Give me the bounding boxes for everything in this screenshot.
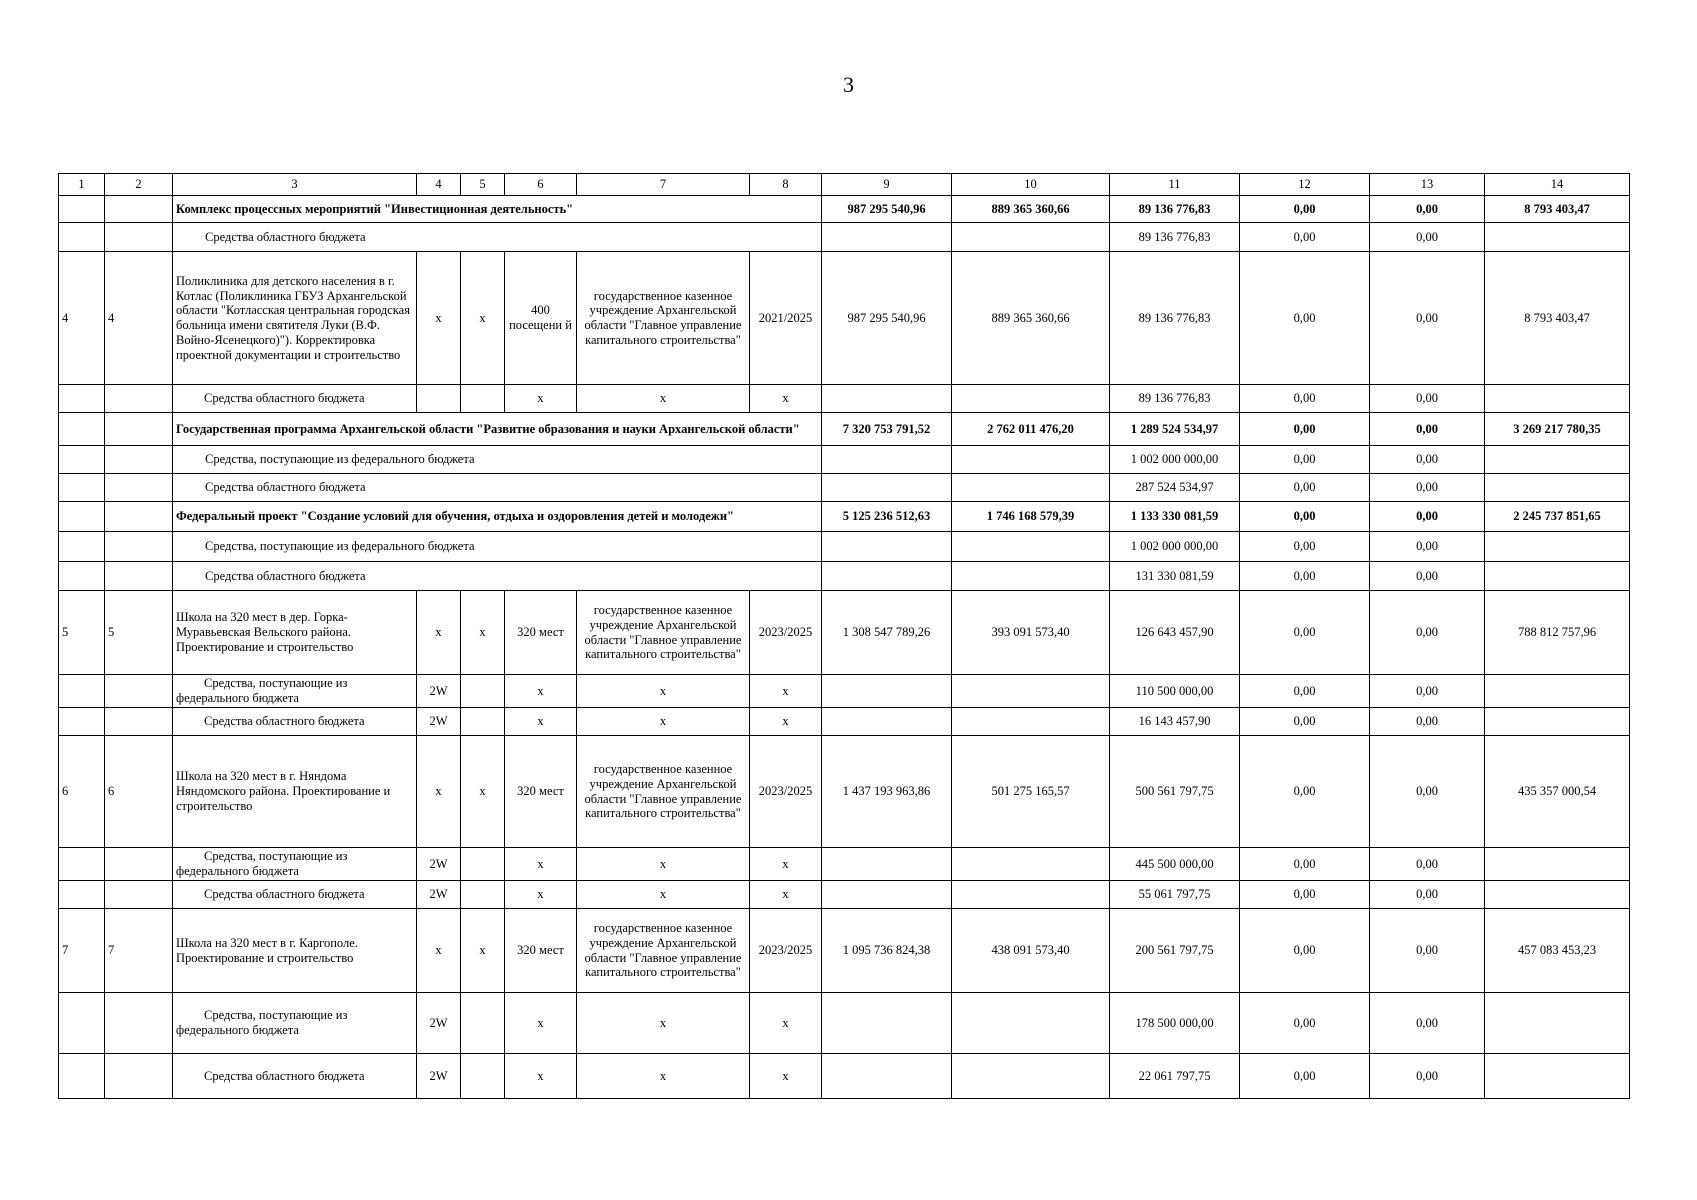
empty-cell: [59, 562, 105, 591]
amount-col-12: 0,00: [1240, 223, 1370, 252]
amount-col-12: 0,00: [1240, 196, 1370, 223]
capacity: 320 мест: [505, 736, 577, 848]
col-5-value: х: [461, 909, 505, 993]
construction-period: 2021/2025: [750, 252, 822, 385]
empty-cell: [105, 196, 173, 223]
object-name: Школа на 320 мест в г. Каргополе. Проектирование и строительство: [173, 909, 417, 993]
empty-cell: [105, 474, 173, 502]
funding-source-label: Средства, поступающие из федерального бюджета: [173, 993, 417, 1054]
amount-col-14: 435 357 000,54: [1485, 736, 1630, 848]
col-8-value: х: [750, 675, 822, 708]
funding-source-label: Средства областного бюджета: [173, 223, 822, 252]
empty-cell: [952, 223, 1110, 252]
empty-cell: [461, 675, 505, 708]
amount-col-13: 0,00: [1370, 223, 1485, 252]
object-funding-row: [59, 708, 1630, 736]
empty-cell: [822, 532, 952, 562]
object-row: [59, 909, 1630, 993]
empty-cell: [59, 385, 105, 413]
col-6-value: х: [505, 993, 577, 1054]
empty-cell: [822, 385, 952, 413]
construction-period: 2023/2025: [750, 909, 822, 993]
empty-cell: [105, 385, 173, 413]
customer-organization: государственное казенное учреждение Архангельской области "Главное управление капитального строительства": [577, 252, 750, 385]
empty-cell: [952, 675, 1110, 708]
amount-col-13: 0,00: [1370, 446, 1485, 474]
funding-source-row: [59, 446, 1630, 474]
col-7-value: х: [577, 993, 750, 1054]
empty-cell: [1485, 385, 1630, 413]
empty-cell: [1485, 675, 1630, 708]
column-number: 14: [1485, 174, 1630, 196]
customer-organization: государственное казенное учреждение Архангельской области "Главное управление капитального строительства": [577, 591, 750, 675]
amount-col-12: 0,00: [1240, 881, 1370, 909]
empty-cell: [461, 881, 505, 909]
amount-col-14: 457 083 453,23: [1485, 909, 1630, 993]
col-5-value: х: [461, 736, 505, 848]
column-number: 10: [952, 174, 1110, 196]
empty-cell: [952, 532, 1110, 562]
col-5-value: х: [461, 252, 505, 385]
col-4-value: [417, 385, 461, 413]
amount-col-11: 178 500 000,00: [1110, 993, 1240, 1054]
amount-col-13: 0,00: [1370, 993, 1485, 1054]
empty-cell: [952, 474, 1110, 502]
amount-col-14: 8 793 403,47: [1485, 252, 1630, 385]
amount-total: 1 308 547 789,26: [822, 591, 952, 675]
object-name: Школа на 320 мест в дер. Горка-Муравьевская Вельского района. Проектирование и строительство: [173, 591, 417, 675]
empty-cell: [1485, 532, 1630, 562]
amount-col-11: 89 136 776,83: [1110, 196, 1240, 223]
col-8-value: х: [750, 708, 822, 736]
empty-cell: [59, 881, 105, 909]
empty-cell: [105, 223, 173, 252]
amount-col-14: 788 812 757,96: [1485, 591, 1630, 675]
customer-organization: государственное казенное учреждение Архангельской области "Главное управление капитального строительства": [577, 736, 750, 848]
funding-source-label: Средства областного бюджета: [173, 881, 417, 909]
object-row: [59, 252, 1630, 385]
empty-cell: [822, 675, 952, 708]
amount-col-12: 0,00: [1240, 708, 1370, 736]
empty-cell: [822, 881, 952, 909]
column-number: 2: [105, 174, 173, 196]
amount-total: 5 125 236 512,63: [822, 502, 952, 532]
capacity: 320 мест: [505, 591, 577, 675]
col-6-value: х: [505, 675, 577, 708]
col-4-value: х: [417, 591, 461, 675]
amount-col-13: 0,00: [1370, 591, 1485, 675]
amount-col-12: 0,00: [1240, 413, 1370, 446]
amount-col-13: 0,00: [1370, 562, 1485, 591]
amount-col-11: 89 136 776,83: [1110, 252, 1240, 385]
col-8-value: х: [750, 881, 822, 909]
empty-cell: [952, 881, 1110, 909]
empty-cell: [952, 708, 1110, 736]
object-row: [59, 736, 1630, 848]
empty-cell: [59, 993, 105, 1054]
amount-col-12: 0,00: [1240, 675, 1370, 708]
amount-col-11: 200 561 797,75: [1110, 909, 1240, 993]
column-number: 7: [577, 174, 750, 196]
amount-col-13: 0,00: [1370, 881, 1485, 909]
amount-col-11: 445 500 000,00: [1110, 848, 1240, 881]
empty-cell: [1485, 474, 1630, 502]
amount-total: 987 295 540,96: [822, 196, 952, 223]
funding-source-label: Средства областного бюджета: [173, 474, 822, 502]
amount-col-13: 0,00: [1370, 848, 1485, 881]
column-number: 6: [505, 174, 577, 196]
empty-cell: [822, 474, 952, 502]
amount-col-12: 0,00: [1240, 1054, 1370, 1099]
amount-col-11: 126 643 457,90: [1110, 591, 1240, 675]
column-number: 11: [1110, 174, 1240, 196]
customer-organization: государственное казенное учреждение Архангельской области "Главное управление капитального строительства": [577, 909, 750, 993]
empty-cell: [59, 196, 105, 223]
col-4-value: х: [417, 252, 461, 385]
col-4-value: 2W: [417, 1054, 461, 1099]
empty-cell: [59, 675, 105, 708]
col-4-value: х: [417, 736, 461, 848]
empty-cell: [105, 446, 173, 474]
amount-col-13: 0,00: [1370, 1054, 1485, 1099]
empty-cell: [822, 1054, 952, 1099]
col-4-value: 2W: [417, 881, 461, 909]
funding-source-row: [59, 532, 1630, 562]
amount-col-13: 0,00: [1370, 736, 1485, 848]
amount-col-12: 0,00: [1240, 385, 1370, 413]
col-4-value: 2W: [417, 675, 461, 708]
empty-cell: [59, 532, 105, 562]
col-7-value: х: [577, 385, 750, 413]
amount-col-11: 1 002 000 000,00: [1110, 532, 1240, 562]
column-number: 4: [417, 174, 461, 196]
object-number: 6: [105, 736, 173, 848]
amount-col-11: 131 330 081,59: [1110, 562, 1240, 591]
amount-total: 1 437 193 963,86: [822, 736, 952, 848]
empty-cell: [1485, 1054, 1630, 1099]
row-number: 6: [59, 736, 105, 848]
amount-col-10: 889 365 360,66: [952, 252, 1110, 385]
empty-cell: [952, 993, 1110, 1054]
empty-cell: [952, 446, 1110, 474]
funding-source-label: Средства областного бюджета: [173, 562, 822, 591]
empty-cell: [59, 446, 105, 474]
empty-cell: [59, 223, 105, 252]
empty-cell: [59, 474, 105, 502]
col-7-value: х: [577, 675, 750, 708]
empty-cell: [59, 708, 105, 736]
funding-source-label: Средства областного бюджета: [173, 1054, 417, 1099]
col-6-value: х: [505, 385, 577, 413]
budget-table: [58, 173, 1630, 1099]
amount-col-13: 0,00: [1370, 532, 1485, 562]
empty-cell: [461, 993, 505, 1054]
empty-cell: [105, 413, 173, 446]
col-4-value: 2W: [417, 848, 461, 881]
construction-period: 2023/2025: [750, 591, 822, 675]
object-name: Поликлиника для детского населения в г. Котлас (Поликлиника ГБУЗ Архангельской области "Котласская центральная городская больница имени святителя Луки (В.Ф. Войно-Ясенецкого)"). Корректировка проектной документации и строительство: [173, 252, 417, 385]
funding-source-label: Средства областного бюджета: [173, 385, 417, 413]
col-7-value: х: [577, 881, 750, 909]
amount-col-14: 2 245 737 851,65: [1485, 502, 1630, 532]
empty-cell: [105, 993, 173, 1054]
row-number: 5: [59, 591, 105, 675]
empty-cell: [822, 848, 952, 881]
amount-col-13: 0,00: [1370, 708, 1485, 736]
amount-col-11: 89 136 776,83: [1110, 385, 1240, 413]
row-number: 4: [59, 252, 105, 385]
amount-col-14: 3 269 217 780,35: [1485, 413, 1630, 446]
empty-cell: [105, 675, 173, 708]
amount-col-10: 1 746 168 579,39: [952, 502, 1110, 532]
empty-cell: [59, 1054, 105, 1099]
empty-cell: [105, 848, 173, 881]
amount-total: 987 295 540,96: [822, 252, 952, 385]
amount-col-10: 393 091 573,40: [952, 591, 1110, 675]
amount-col-12: 0,00: [1240, 993, 1370, 1054]
empty-cell: [105, 1054, 173, 1099]
col-8-value: х: [750, 993, 822, 1054]
col-8-value: х: [750, 385, 822, 413]
funding-source-row: [59, 223, 1630, 252]
amount-col-13: 0,00: [1370, 196, 1485, 223]
object-row: [59, 591, 1630, 675]
column-number: 12: [1240, 174, 1370, 196]
column-number: 5: [461, 174, 505, 196]
object-funding-row: [59, 881, 1630, 909]
object-name: Школа на 320 мест в г. Няндома Няндомского района. Проектирование и строительство: [173, 736, 417, 848]
empty-cell: [1485, 708, 1630, 736]
empty-cell: [952, 385, 1110, 413]
object-funding-row: [59, 1054, 1630, 1099]
object-number: 4: [105, 252, 173, 385]
funding-source-label: Средства, поступающие из федерального бюджета: [173, 848, 417, 881]
empty-cell: [822, 708, 952, 736]
amount-col-13: 0,00: [1370, 413, 1485, 446]
amount-total: 7 320 753 791,52: [822, 413, 952, 446]
capacity: 320 мест: [505, 909, 577, 993]
column-number: 8: [750, 174, 822, 196]
amount-col-11: 1 133 330 081,59: [1110, 502, 1240, 532]
col-6-value: х: [505, 708, 577, 736]
empty-cell: [822, 223, 952, 252]
construction-period: 2023/2025: [750, 736, 822, 848]
capacity: 400 посещени й: [505, 252, 577, 385]
col-7-value: х: [577, 848, 750, 881]
amount-col-13: 0,00: [1370, 474, 1485, 502]
amount-col-12: 0,00: [1240, 252, 1370, 385]
col-4-value: 2W: [417, 993, 461, 1054]
empty-cell: [461, 1054, 505, 1099]
empty-cell: [105, 562, 173, 591]
column-number-row: [59, 174, 1630, 196]
col-6-value: х: [505, 1054, 577, 1099]
empty-cell: [822, 446, 952, 474]
amount-col-12: 0,00: [1240, 736, 1370, 848]
amount-col-11: 55 061 797,75: [1110, 881, 1240, 909]
amount-col-10: 889 365 360,66: [952, 196, 1110, 223]
column-number: 9: [822, 174, 952, 196]
amount-col-12: 0,00: [1240, 446, 1370, 474]
funding-source-row: [59, 474, 1630, 502]
col-8-value: х: [750, 1054, 822, 1099]
empty-cell: [59, 848, 105, 881]
empty-cell: [1485, 223, 1630, 252]
empty-cell: [105, 502, 173, 532]
amount-col-11: 1 002 000 000,00: [1110, 446, 1240, 474]
col-7-value: х: [577, 1054, 750, 1099]
amount-col-11: 110 500 000,00: [1110, 675, 1240, 708]
empty-cell: [1485, 446, 1630, 474]
amount-col-12: 0,00: [1240, 502, 1370, 532]
empty-cell: [105, 881, 173, 909]
amount-col-10: 438 091 573,40: [952, 909, 1110, 993]
empty-cell: [105, 532, 173, 562]
funding-source-label: Средства, поступающие из федерального бюджета: [173, 446, 822, 474]
empty-cell: [822, 993, 952, 1054]
object-funding-row: [59, 385, 1630, 413]
funding-source-row: [59, 562, 1630, 591]
col-5-value: х: [461, 591, 505, 675]
funding-source-label: Средства, поступающие из федерального бюджета: [173, 532, 822, 562]
amount-col-12: 0,00: [1240, 474, 1370, 502]
object-funding-row: [59, 993, 1630, 1054]
empty-cell: [1485, 562, 1630, 591]
section-title: Федеральный проект "Создание условий для обучения, отдыха и оздоровления детей и молодежи": [173, 502, 822, 532]
amount-total: 1 095 736 824,38: [822, 909, 952, 993]
row-number: 7: [59, 909, 105, 993]
amount-col-11: 89 136 776,83: [1110, 223, 1240, 252]
section-total-row: [59, 196, 1630, 223]
col-7-value: х: [577, 708, 750, 736]
amount-col-13: 0,00: [1370, 385, 1485, 413]
section-total-row: [59, 413, 1630, 446]
col-8-value: х: [750, 848, 822, 881]
page-number: 3: [843, 72, 854, 97]
amount-col-12: 0,00: [1240, 909, 1370, 993]
object-number: 5: [105, 591, 173, 675]
amount-col-11: 1 289 524 534,97: [1110, 413, 1240, 446]
amount-col-12: 0,00: [1240, 532, 1370, 562]
col-6-value: х: [505, 881, 577, 909]
empty-cell: [461, 708, 505, 736]
amount-col-12: 0,00: [1240, 848, 1370, 881]
amount-col-10: 2 762 011 476,20: [952, 413, 1110, 446]
column-number: 3: [173, 174, 417, 196]
col-6-value: х: [505, 848, 577, 881]
amount-col-11: 22 061 797,75: [1110, 1054, 1240, 1099]
empty-cell: [59, 413, 105, 446]
empty-cell: [105, 708, 173, 736]
amount-col-13: 0,00: [1370, 252, 1485, 385]
amount-col-11: 287 524 534,97: [1110, 474, 1240, 502]
amount-col-12: 0,00: [1240, 562, 1370, 591]
object-funding-row: [59, 675, 1630, 708]
funding-source-label: Средства областного бюджета: [173, 708, 417, 736]
empty-cell: [822, 562, 952, 591]
empty-cell: [952, 562, 1110, 591]
object-funding-row: [59, 848, 1630, 881]
empty-cell: [1485, 848, 1630, 881]
empty-cell: [952, 1054, 1110, 1099]
amount-col-11: 500 561 797,75: [1110, 736, 1240, 848]
empty-cell: [59, 502, 105, 532]
column-number: 1: [59, 174, 105, 196]
empty-cell: [1485, 881, 1630, 909]
amount-col-13: 0,00: [1370, 502, 1485, 532]
section-total-row: [59, 502, 1630, 532]
column-number: 13: [1370, 174, 1485, 196]
section-title: Комплекс процессных мероприятий "Инвестиционная деятельность": [173, 196, 822, 223]
amount-col-11: 16 143 457,90: [1110, 708, 1240, 736]
empty-cell: [1485, 993, 1630, 1054]
empty-cell: [952, 848, 1110, 881]
col-4-value: 2W: [417, 708, 461, 736]
empty-cell: [461, 385, 505, 413]
amount-col-13: 0,00: [1370, 909, 1485, 993]
section-title: Государственная программа Архангельской области "Развитие образования и науки Архангельской области": [173, 413, 822, 446]
amount-col-13: 0,00: [1370, 675, 1485, 708]
amount-col-10: 501 275 165,57: [952, 736, 1110, 848]
amount-col-12: 0,00: [1240, 591, 1370, 675]
col-4-value: х: [417, 909, 461, 993]
empty-cell: [461, 848, 505, 881]
amount-col-14: 8 793 403,47: [1485, 196, 1630, 223]
funding-source-label: Средства, поступающие из федерального бюджета: [173, 675, 417, 708]
object-number: 7: [105, 909, 173, 993]
